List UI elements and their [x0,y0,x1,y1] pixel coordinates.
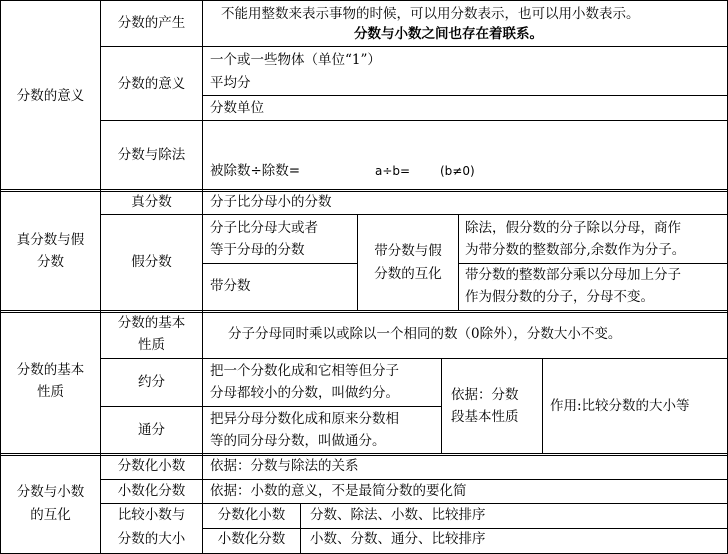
row-line [458,263,728,264]
label-improper: 假分数 [131,254,172,270]
label-reduce: 约分 [138,374,165,390]
eq-division-3: (b≠0) [440,164,475,178]
divider [542,358,543,454]
text-definition-1: 一个或一些物体（单位“1”） [210,52,381,68]
section-label-conversion-1: 分数与小数 [16,484,85,500]
section-label-conversion-2: 的互化 [30,507,71,523]
text-improper-1: 分子比分母大或者 [210,220,318,236]
section-label-property-2: 性质 [37,384,64,400]
text-method2-1: 带分数的整数部分乘以分母加上分子 [465,267,681,283]
divider [458,214,459,311]
row-line [100,358,728,359]
text-d2f: 依据：小数的意义，不是最简分数的要化简 [210,483,467,499]
text-method1-2: 为带分数的整数部分,余数作为分子。 [465,242,686,258]
text-basis-2: 段基本性质 [451,409,519,425]
label-compare-2: 分数的大小 [117,531,186,547]
label-f2d: 分数化小数 [117,458,186,474]
label-proper: 真分数 [131,194,172,210]
text-reduce-1: 把一个分数化成和它相等但分子 [210,363,399,379]
divider [357,214,358,311]
text-method1-1: 除法，假分数的分子除以分母，商作 [465,220,681,236]
text-proper: 分子比分母小的分数 [210,194,332,210]
text-unit: 分数单位 [210,100,264,116]
text-basis-1: 依据：分数 [451,387,519,403]
divider [300,503,301,554]
border-left [0,0,1,554]
label-interconvert-2: 分数的互化 [374,266,442,282]
text-compare-row1: 分数、除法、小数、比较排序 [310,507,486,523]
label-origin: 分数的产生 [117,15,186,31]
label-compare-row2: 小数化分数 [217,531,286,547]
label-property-2: 性质 [138,337,165,353]
row-line [202,95,728,96]
text-definition-2: 平均分 [210,75,251,91]
label-definition: 分数的意义 [117,76,186,92]
label-compare-row1: 分数化小数 [217,507,286,523]
section-label-property-1: 分数的基本 [16,362,85,378]
text-reduce-2: 分母都较小的分数，叫做约分。 [210,385,399,401]
text-origin-bold: 分数与小数之间也存在着联系。 [354,26,543,42]
text-method2-2: 作为假分数的分子，分母不变。 [465,289,654,305]
text-usage: 作用:比较分数的大小等 [550,398,690,414]
text-common-1: 把异分母分数化成和原来分数相 [210,411,399,427]
border-top [0,0,728,1]
section-label-meaning: 分数的意义 [16,88,85,104]
eq-division-2: a÷b= [375,164,411,178]
divider [441,358,442,454]
section-label-proper-1: 真分数与假 [16,232,85,248]
label-mixed: 带分数 [210,278,251,294]
label-d2f: 小数化分数 [117,483,186,499]
label-division: 分数与除法 [117,147,186,163]
eq-division-1: 被除数÷除数= [210,163,301,179]
row-line [100,214,728,215]
text-origin: 不能用整数来表示事物的时候，可以用分数表示，也可以用小数表示。 [221,6,640,22]
text-common-2: 等的同分母分数，叫做通分。 [210,433,386,449]
text-compare-row2: 小数、分数、通分、比较排序 [310,531,486,547]
label-property-1: 分数的基本 [117,315,186,331]
label-interconvert-1: 带分数与假 [374,243,442,259]
row-line [202,263,357,264]
divider-col2 [202,0,203,554]
label-common: 通分 [138,422,165,438]
row-line [100,503,728,504]
row-line [100,120,728,121]
label-compare-1: 比较小数与 [117,507,186,523]
row-line [100,406,441,407]
text-improper-2: 等于分母的分数 [210,242,305,258]
row-line [100,46,728,47]
section-label-proper-2: 分数 [37,254,64,270]
text-property: 分子分母同时乘以或除以一个相同的数（0除外），分数大小不变。 [228,326,622,342]
text-f2d: 依据：分数与除法的关系 [210,458,359,474]
row-line [100,479,728,480]
